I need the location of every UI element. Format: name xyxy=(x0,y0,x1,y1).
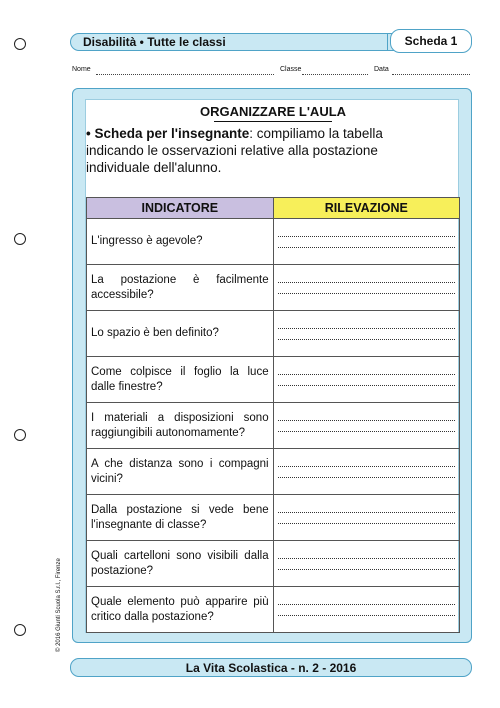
section-title: Disabilità • Tutte le classi xyxy=(83,35,226,49)
footer-bar xyxy=(70,658,472,677)
footer-label: La Vita Scolastica - n. 2 - 2016 xyxy=(185,661,357,675)
title-underline xyxy=(214,121,332,122)
page-title: ORGANIZZARE L'AULA xyxy=(199,104,347,119)
table-row xyxy=(87,265,460,311)
binder-hole xyxy=(14,624,26,636)
answer-cell[interactable] xyxy=(273,449,459,495)
data-label: Data xyxy=(374,66,389,73)
student-fields xyxy=(72,66,472,78)
header-divider xyxy=(387,33,388,51)
worksheet-tab-label: Scheda 1 xyxy=(404,34,458,48)
intro-bullet: • xyxy=(86,126,91,141)
indicator-cell: La postazione è facilmente accessibile? xyxy=(87,265,274,311)
data-line[interactable] xyxy=(392,74,470,75)
answer-cell[interactable] xyxy=(273,541,459,587)
worksheet-body xyxy=(85,99,459,633)
indicator-cell: A che distanza sono i compagni vicini? xyxy=(87,449,274,495)
table-row xyxy=(87,449,460,495)
rilevazione-header: RILEVAZIONE xyxy=(273,198,459,219)
observation-table xyxy=(86,197,460,633)
indicator-cell: Come colpisce il foglio la luce dalle finestre? xyxy=(87,357,274,403)
answer-cell[interactable] xyxy=(273,219,459,265)
intro-body: : compiliamo la tabella indicando le osservazioni relative alla postazione individuale dell'alunno. xyxy=(86,126,383,175)
intro-lead: Scheda per l'insegnante xyxy=(94,126,250,141)
answer-cell[interactable] xyxy=(273,403,459,449)
table-row xyxy=(87,311,460,357)
table-row xyxy=(87,541,460,587)
table-row xyxy=(87,403,460,449)
nome-line[interactable] xyxy=(96,74,274,75)
table-row xyxy=(87,357,460,403)
table-row xyxy=(87,219,460,265)
classe-label: Classe xyxy=(280,66,302,73)
indicator-cell: I materiali a disposizioni sono raggiungibili autonomamente? xyxy=(87,403,274,449)
answer-cell[interactable] xyxy=(273,587,459,633)
answer-cell[interactable] xyxy=(273,357,459,403)
answer-cell[interactable] xyxy=(273,495,459,541)
table-row xyxy=(87,495,460,541)
worksheet-tab xyxy=(390,29,472,53)
binder-hole xyxy=(14,429,26,441)
intro-text xyxy=(86,125,432,176)
worksheet-frame xyxy=(72,88,472,643)
indicator-cell: L'ingresso è agevole? xyxy=(87,219,274,265)
indicator-cell: Dalla postazione si vede bene l'insegnante di classe? xyxy=(87,495,274,541)
binder-hole xyxy=(14,38,26,50)
copyright-note: © 2016 Giunti Scuola S.r.l., Firenze xyxy=(56,558,62,652)
nome-label: Nome xyxy=(72,66,91,73)
answer-cell[interactable] xyxy=(273,265,459,311)
classe-line[interactable] xyxy=(302,74,368,75)
table-header-row xyxy=(87,198,460,219)
indicator-cell: Quali cartelloni sono visibili dalla postazione? xyxy=(87,541,274,587)
table-row xyxy=(87,587,460,633)
answer-cell[interactable] xyxy=(273,311,459,357)
indicator-cell: Lo spazio è ben definito? xyxy=(87,311,274,357)
indicator-cell: Quale elemento può apparire più critico dalla postazione? xyxy=(87,587,274,633)
indicatore-header: INDICATORE xyxy=(87,198,274,219)
binder-hole xyxy=(14,233,26,245)
